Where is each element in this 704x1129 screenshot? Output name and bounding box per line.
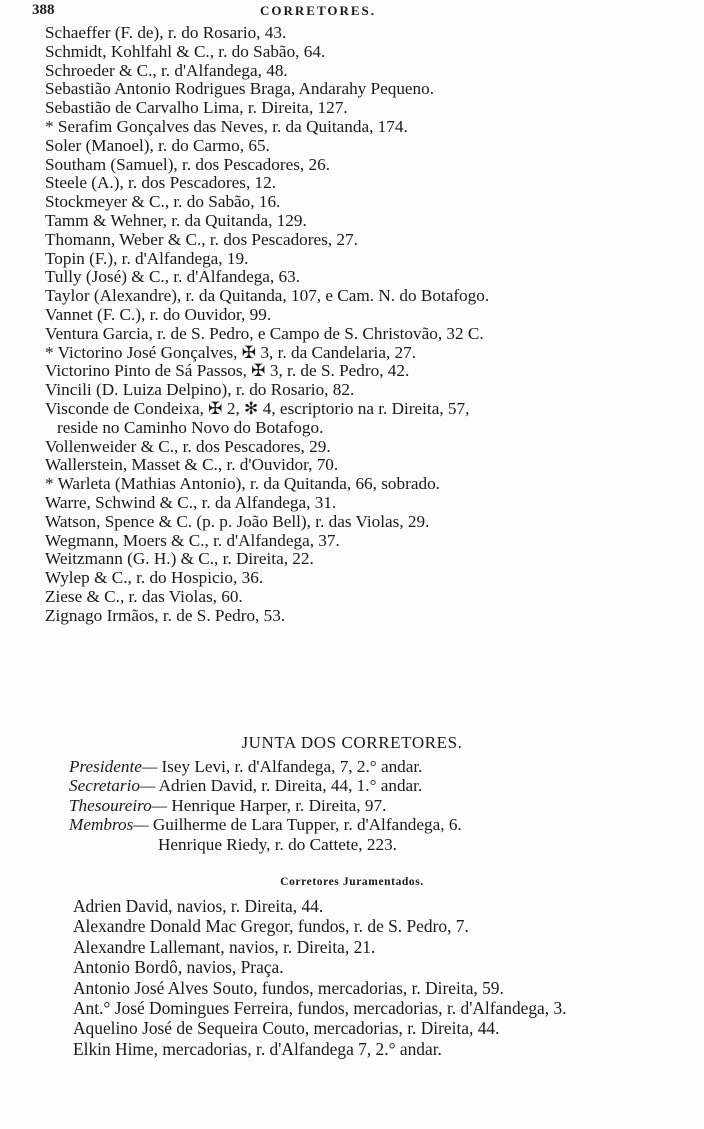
running-title: CORRETORES. [260,3,377,18]
list-item: Ventura Garcia, r. de S. Pedro, e Campo de S. Christovão, 32 C. [45,323,484,343]
list-item: * Victorino José Gonçalves, ✠ 3, r. da Candelaria, 27. [45,342,417,362]
list-item: Warre, Schwind & C., r. da Alfandega, 31. [45,492,337,512]
page-header [32,2,672,24]
list-item: Antonio Bordô, navios, Praça. [73,957,284,978]
junta-row-extra: Henrique Riedy, r. do Cattete, 223. [158,834,397,854]
junta-row [69,815,689,834]
sworn-brokers-list [73,896,693,1059]
list-item: Ant.° José Domingues Ferreira, fundos, mercadorias, r. d'Alfandega, 3. [73,997,567,1018]
junta-row [69,757,689,776]
list-item: Steele (A.), r. dos Pescadores, 12. [45,173,277,193]
list-item: * Warleta (Mathias Antonio), r. da Quitanda, 66, sobrado. [45,474,440,494]
list-item: Soler (Manoel), r. do Carmo, 65. [45,135,270,155]
page-number: 388 [32,2,55,18]
brokers-list [45,24,690,626]
list-item: Schaeffer (F. de), r. do Rosario, 43. [45,23,287,42]
list-item: Victorino Pinto de Sá Passos, ✠ 3, r. de S. Pedro, 42. [45,361,410,381]
list-item: Schmidt, Kohlfahl & C., r. do Sabão, 64. [45,41,326,61]
member-entry: Guilherme de Lara Tupper, r. d'Alfandega, 6. [148,815,462,835]
list-item: Vincili (D. Luiza Delpino), r. do Rosario, 82. [45,380,355,400]
list-item: Alexandre Lallemant, navios, r. Direita, 21. [73,936,376,957]
list-item: Zignago Irmãos, r. de S. Pedro, 53. [45,605,286,625]
list-item: Elkin Hime, mercadorias, r. d'Alfandega 7, 2.° andar. [73,1038,442,1059]
role-label: Presidente— [69,757,158,776]
list-item: Tamm & Wehner, r. da Quitanda, 129. [45,210,307,230]
list-item: Thomann, Weber & C., r. dos Pescadores, 27. [45,229,358,249]
list-item: Wylep & C., r. do Hospicio, 36. [45,568,264,588]
list-item: Stockmeyer & C., r. do Sabão, 16. [45,192,281,212]
list-item: Sebastião de Carvalho Lima, r. Direita, 127. [45,98,348,118]
list-item: Southam (Samuel), r. dos Pescadores, 26. [45,154,330,174]
section-heading-junta: JUNTA DOS CORRETORES. [241,733,463,752]
list-item: Vollenweider & C., r. dos Pescadores, 29. [45,436,331,456]
junta-members [69,757,689,854]
list-item: Vannet (F. C.), r. do Ouvidor, 99. [45,304,272,324]
list-item: Aquelino José de Sequeira Couto, mercadorias, r. Direita, 44. [73,1018,500,1039]
member-entry: Adrien David, r. Direita, 44, 1.° andar. [155,776,423,796]
list-item: Wegmann, Moers & C., r. d'Alfandega, 37. [45,530,340,550]
list-item: Taylor (Alexandre), r. da Quitanda, 107, e Cam. N. do Botafogo. [45,286,490,306]
list-item: Schroeder & C., r. d'Alfandega, 48. [45,60,288,80]
junta-row [69,796,689,815]
list-item: Topin (F.), r. d'Alfandega, 19. [45,248,249,268]
list-item: Alexandre Donald Mac Gregor, fundos, r. de S. Pedro, 7. [73,916,469,937]
list-item: Weitzmann (G. H.) & C., r. Direita, 22. [45,549,314,569]
list-item: Adrien David, navios, r. Direita, 44. [73,896,324,916]
list-item: Tully (José) & C., r. d'Alfandega, 63. [45,267,301,287]
list-item-continuation: reside no Caminho Novo do Botafogo. [57,417,324,437]
junta-row [69,776,689,795]
role-label: Membros— [69,815,149,835]
member-entry: Henrique Harper, r. Direita, 97. [167,795,387,815]
role-label: Thesoureiro— [69,795,168,815]
list-item: Visconde de Condeixa, ✠ 2, ✻ 4, escriptorio na r. Direita, 57, [45,398,470,418]
list-item: Wallerstein, Masset & C., r. d'Ouvidor, 70. [45,455,339,475]
list-item: Watson, Spence & C. (p. p. João Bell), r. das Violas, 29. [45,511,430,531]
list-item: * Serafim Gonçalves das Neves, r. da Quitanda, 174. [45,116,408,136]
list-item: Antonio José Alves Souto, fundos, mercadorias, r. Direita, 59. [73,977,504,998]
section-heading-juramentados: Corretores Juramentados. [280,876,424,888]
list-item: Sebastião Antonio Rodrigues Braga, Andarahy Pequeno. [45,79,435,99]
member-entry: Isey Levi, r. d'Alfandega, 7, 2.° andar. [157,757,423,776]
list-item: Ziese & C., r. das Violas, 60. [45,586,243,606]
role-label: Secretario— [69,776,156,796]
